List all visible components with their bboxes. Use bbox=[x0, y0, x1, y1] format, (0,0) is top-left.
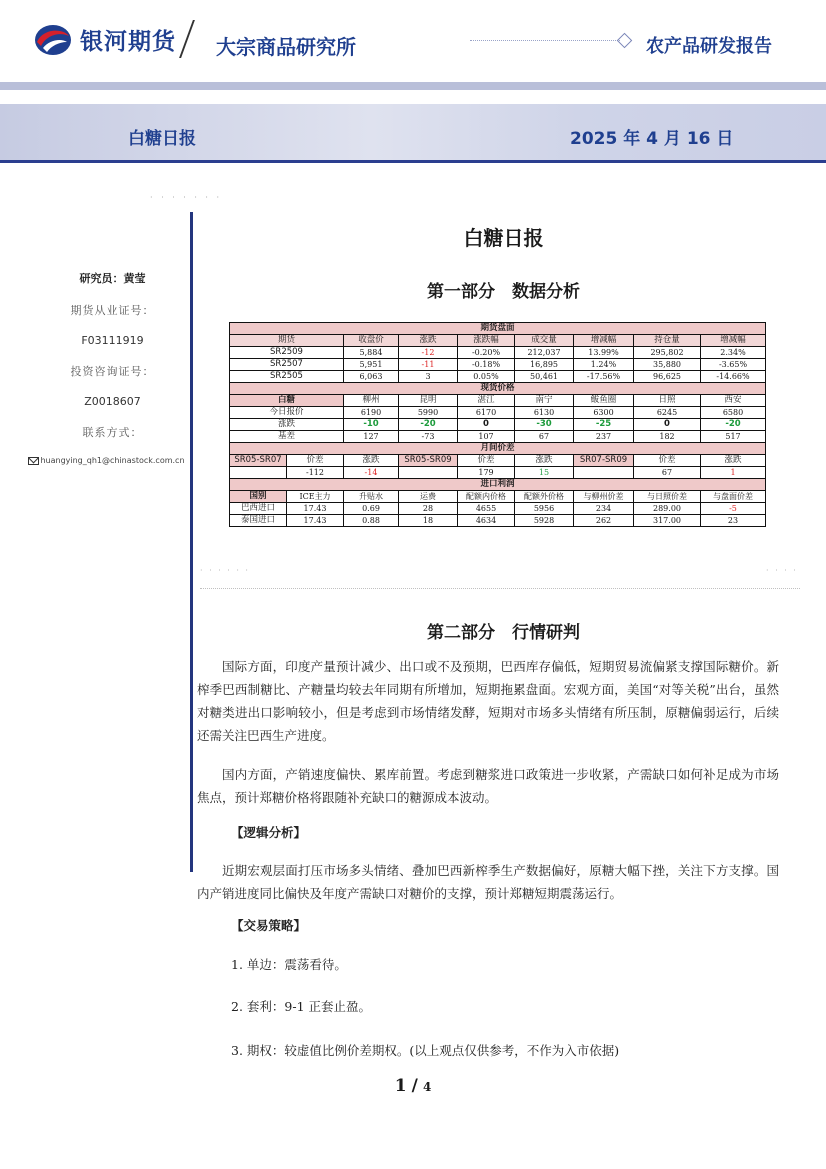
column-header: 与盘面价差 bbox=[701, 491, 766, 503]
column-header: 涨跌 bbox=[399, 335, 458, 347]
page-separator: / bbox=[411, 1076, 418, 1096]
data-table bbox=[229, 322, 766, 527]
analysis-paragraph-international: 国际方面，印度产量预计减少、出口或不及预期，巴西库存偏低，短期贸易流偏紧支撑国际糖价。新榨季巴西制糖比、产糖量均较去年同期有所增加，短期拖累盘面。宏观方面，美国“对等关税”出台，虽然对糖类进出口影响较小，但是考虑到市场情绪发酵，短期对市场多头情绪有所压制，原糖偏弱运行，后续还需关注巴西生产进度。 bbox=[197, 659, 779, 743]
table-cell: -14 bbox=[344, 467, 399, 479]
table-cell: 23 bbox=[701, 515, 766, 527]
section-row-spot bbox=[230, 383, 766, 395]
table-cell: -17.56% bbox=[574, 371, 634, 383]
column-header: 期货 bbox=[230, 335, 344, 347]
table-cell: 1 bbox=[701, 467, 766, 479]
spot-row bbox=[230, 431, 766, 443]
table-cell: 179 bbox=[458, 467, 515, 479]
page-number bbox=[0, 1076, 826, 1096]
contract-name: SR2509 bbox=[230, 347, 344, 359]
diamond-icon bbox=[617, 33, 633, 49]
table-cell: 0.05% bbox=[458, 371, 515, 383]
section-row-import bbox=[230, 479, 766, 491]
license-label: 期货从业证号： bbox=[70, 304, 155, 317]
column-header: SR05-SR07 bbox=[230, 455, 287, 467]
decorative-dots: · · · · · · · bbox=[150, 193, 223, 202]
researcher-name: 研究员：黄莹 bbox=[79, 272, 146, 285]
table-cell bbox=[574, 467, 634, 479]
table-cell: 289.00 bbox=[634, 503, 701, 515]
table-cell: 5956 bbox=[515, 503, 574, 515]
consult-label: 投资咨询证号： bbox=[70, 365, 155, 378]
table-cell: -0.18% bbox=[458, 359, 515, 371]
section-title: 现货价格 bbox=[230, 383, 766, 395]
spot-header-row bbox=[230, 395, 766, 407]
spread-values-row bbox=[230, 467, 766, 479]
futures-row bbox=[230, 347, 766, 359]
table-cell: 67 bbox=[515, 431, 574, 443]
table-cell: 6130 bbox=[515, 407, 574, 419]
report-type: 农产品研发报告 bbox=[646, 36, 772, 57]
trading-strategy-tag: 【交易策略】 bbox=[231, 918, 307, 933]
table-cell: 35,880 bbox=[634, 359, 701, 371]
column-header: 白糖 bbox=[230, 395, 344, 407]
column-header: 增减幅 bbox=[574, 335, 634, 347]
report-date: 2025 年 4 月 16 日 bbox=[570, 129, 734, 149]
section-separator bbox=[200, 588, 800, 589]
table-cell: 6,063 bbox=[344, 371, 399, 383]
contract-name: SR2507 bbox=[230, 359, 344, 371]
header-band bbox=[0, 82, 826, 90]
decorative-dots: · · · · · · bbox=[200, 566, 250, 575]
table-cell: 13.99% bbox=[574, 347, 634, 359]
table-cell: 18 bbox=[399, 515, 458, 527]
column-header: 价差 bbox=[634, 455, 701, 467]
column-header: 湛江 bbox=[458, 395, 515, 407]
column-header: 配额外价格 bbox=[515, 491, 574, 503]
mail-icon bbox=[28, 457, 39, 465]
row-label: 今日报价 bbox=[230, 407, 344, 419]
table-cell: -73 bbox=[399, 431, 458, 443]
table-cell: 295,802 bbox=[634, 347, 701, 359]
table-cell: 96,625 bbox=[634, 371, 701, 383]
column-header: 配额内价格 bbox=[458, 491, 515, 503]
table-cell: 237 bbox=[574, 431, 634, 443]
logic-analysis-tag: 【逻辑分析】 bbox=[231, 825, 307, 840]
table-cell: -10 bbox=[344, 419, 399, 431]
contact-email[interactable] bbox=[28, 456, 185, 465]
table-cell bbox=[399, 467, 458, 479]
column-header: 日照 bbox=[634, 395, 701, 407]
table-cell: 182 bbox=[634, 431, 701, 443]
column-header: 收盘价 bbox=[344, 335, 399, 347]
license-number: F03111919 bbox=[81, 334, 144, 347]
institute-name: 大宗商品研究所 bbox=[216, 35, 356, 59]
column-header: 价差 bbox=[458, 455, 515, 467]
column-header: 涨跌 bbox=[701, 455, 766, 467]
column-header: 西安 bbox=[701, 395, 766, 407]
contract-name: SR2505 bbox=[230, 371, 344, 383]
table-cell: 5928 bbox=[515, 515, 574, 527]
column-header: 价差 bbox=[287, 455, 344, 467]
column-header: 涨跌幅 bbox=[458, 335, 515, 347]
table-cell: -12 bbox=[399, 347, 458, 359]
row-label: 泰国进口 bbox=[230, 515, 287, 527]
table-cell: 1.24% bbox=[574, 359, 634, 371]
section-title: 期货盘面 bbox=[230, 323, 766, 335]
table-cell: -3.65% bbox=[701, 359, 766, 371]
column-header: 与柳州价差 bbox=[574, 491, 634, 503]
table-cell: 0.69 bbox=[344, 503, 399, 515]
column-header: 柳州 bbox=[344, 395, 399, 407]
column-header: 涨跌 bbox=[344, 455, 399, 467]
table-cell: 17.43 bbox=[287, 515, 344, 527]
brand-name: 银河期货 bbox=[80, 29, 176, 55]
header-gap bbox=[0, 90, 826, 104]
column-header: SR07-SR09 bbox=[574, 455, 634, 467]
import-header-row bbox=[230, 491, 766, 503]
section-title: 进口利润 bbox=[230, 479, 766, 491]
table-cell: 28 bbox=[399, 503, 458, 515]
column-header: 持仓量 bbox=[634, 335, 701, 347]
row-label: 基差 bbox=[230, 431, 344, 443]
spot-row bbox=[230, 407, 766, 419]
table-cell: 6300 bbox=[574, 407, 634, 419]
email-text[interactable]: huangying_qh1@chinastock.com.cn bbox=[40, 456, 185, 465]
page-title: 白糖日报 bbox=[463, 226, 544, 250]
table-cell: 6190 bbox=[344, 407, 399, 419]
table-cell: 5,884 bbox=[344, 347, 399, 359]
column-header: 升贴水 bbox=[344, 491, 399, 503]
analysis-paragraph-domestic: 国内方面，产销速度偏快、累库前置。考虑到糖浆进口政策进一步收紧，产需缺口如何补足成为市场焦点，预计郑糖价格将跟随补充缺口的糖源成本波动。 bbox=[197, 767, 779, 805]
section-heading-part2: 第二部分 行情研判 bbox=[427, 623, 580, 643]
logic-analysis-paragraph: 近期宏观层面打压市场多头情绪、叠加巴西新榨季生产数据偏好，原糖大幅下挫，关注下方支撑。国内产销进度同比偏快及年度产需缺口对糖价的支撑，预计郑糖短期震荡运行。 bbox=[197, 863, 779, 901]
table-cell: 0 bbox=[458, 419, 515, 431]
strategy-item-3: 3. 期权：较虚值比例价差期权。(以上观点仅供参考，不作为入市依据) bbox=[231, 1043, 620, 1058]
table-cell: 0 bbox=[634, 419, 701, 431]
table-cell: 3 bbox=[399, 371, 458, 383]
column-header: 与日照价差 bbox=[634, 491, 701, 503]
total-pages: 4 bbox=[422, 1080, 432, 1094]
report-header bbox=[0, 0, 826, 82]
table-cell: -112 bbox=[287, 467, 344, 479]
strategy-item-2: 2. 套利：9-1 正套止盈。 bbox=[231, 999, 372, 1014]
table-cell: 5990 bbox=[399, 407, 458, 419]
column-header: 昆明 bbox=[399, 395, 458, 407]
table-cell: -30 bbox=[515, 419, 574, 431]
report-name: 白糖日报 bbox=[128, 129, 196, 149]
table-cell: 5,951 bbox=[344, 359, 399, 371]
table-cell: 4634 bbox=[458, 515, 515, 527]
table-cell: -0.20% bbox=[458, 347, 515, 359]
column-header: ICE主力 bbox=[287, 491, 344, 503]
futures-header-row bbox=[230, 335, 766, 347]
column-header: 涨跌 bbox=[515, 455, 574, 467]
table-cell: 6580 bbox=[701, 407, 766, 419]
table-cell: 6245 bbox=[634, 407, 701, 419]
table-cell: -20 bbox=[399, 419, 458, 431]
spot-row bbox=[230, 419, 766, 431]
table-cell: 262 bbox=[574, 515, 634, 527]
table-cell: -20 bbox=[701, 419, 766, 431]
table-cell: 0.88 bbox=[344, 515, 399, 527]
table-cell: 17.43 bbox=[287, 503, 344, 515]
table-cell: 107 bbox=[458, 431, 515, 443]
table-cell: 127 bbox=[344, 431, 399, 443]
column-header: 南宁 bbox=[515, 395, 574, 407]
column-header: 鲅鱼圈 bbox=[574, 395, 634, 407]
table-cell: 67 bbox=[634, 467, 701, 479]
current-page: 1 bbox=[394, 1076, 407, 1096]
title-bar-underline bbox=[0, 160, 826, 163]
table-cell: -5 bbox=[701, 503, 766, 515]
decorative-dots: · · · · bbox=[766, 566, 798, 575]
column-header: 增减幅 bbox=[701, 335, 766, 347]
spread-header-row bbox=[230, 455, 766, 467]
galaxy-logo-icon bbox=[33, 22, 73, 58]
table-cell bbox=[230, 467, 287, 479]
table-cell: 517 bbox=[701, 431, 766, 443]
header-dotted-line bbox=[470, 40, 620, 41]
consult-number: Z0018607 bbox=[84, 395, 141, 408]
section-heading-part1: 第一部分 数据分析 bbox=[427, 282, 580, 302]
table-cell: 50,461 bbox=[515, 371, 574, 383]
table-cell: -25 bbox=[574, 419, 634, 431]
import-row bbox=[230, 503, 766, 515]
column-header: 运费 bbox=[399, 491, 458, 503]
strategy-item-1: 1. 单边：震荡看待。 bbox=[231, 957, 347, 972]
header-slash bbox=[179, 20, 195, 58]
row-label: 巴西进口 bbox=[230, 503, 287, 515]
column-header: SR05-SR09 bbox=[399, 455, 458, 467]
table-cell: 212,037 bbox=[515, 347, 574, 359]
table-cell: 6170 bbox=[458, 407, 515, 419]
futures-row bbox=[230, 359, 766, 371]
section-title: 月间价差 bbox=[230, 443, 766, 455]
section-row-futures bbox=[230, 323, 766, 335]
column-header: 国别 bbox=[230, 491, 287, 503]
section-row-spread bbox=[230, 443, 766, 455]
table-cell: 4655 bbox=[458, 503, 515, 515]
sidebar-divider bbox=[190, 212, 193, 872]
column-header: 成交量 bbox=[515, 335, 574, 347]
table-cell: 317.00 bbox=[634, 515, 701, 527]
table-cell: -11 bbox=[399, 359, 458, 371]
futures-row bbox=[230, 371, 766, 383]
table-cell: 16,895 bbox=[515, 359, 574, 371]
table-cell: 15 bbox=[515, 467, 574, 479]
row-label: 涨跌 bbox=[230, 419, 344, 431]
sidebar bbox=[40, 270, 185, 481]
import-row bbox=[230, 515, 766, 527]
table-cell: -14.66% bbox=[701, 371, 766, 383]
contact-label: 联系方式： bbox=[82, 426, 143, 439]
table-cell: 2.34% bbox=[701, 347, 766, 359]
table-cell: 234 bbox=[574, 503, 634, 515]
